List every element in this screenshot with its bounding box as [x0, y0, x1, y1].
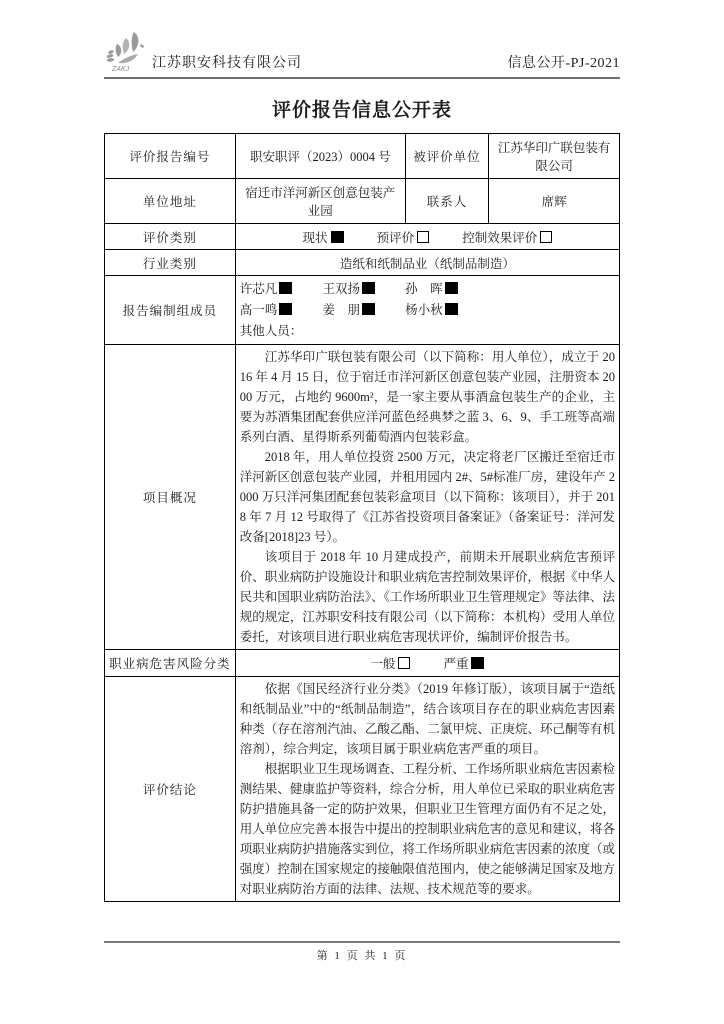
- contact-value: 席辉: [489, 179, 620, 224]
- checkbox-icon: [398, 657, 410, 669]
- table-row-risk: [105, 650, 620, 677]
- checkbox-icon: [540, 231, 552, 243]
- stamp-redacted-icon: [279, 303, 292, 315]
- table-row-address: [105, 179, 620, 224]
- table-row-overview: [105, 345, 620, 650]
- report-no-label: 评价报告编号: [105, 134, 236, 179]
- category-options: [235, 224, 619, 250]
- stamp-redacted-icon: [445, 303, 458, 315]
- contact-label: 联系人: [405, 179, 488, 224]
- checkbox-icon: [471, 657, 484, 669]
- page-footer: [104, 941, 620, 963]
- category-option-current: 现状: [303, 231, 344, 245]
- industry-value: 造纸和纸制品业（纸制品制造）: [235, 250, 619, 276]
- risk-options: [235, 650, 619, 677]
- stamp-redacted-icon: [362, 303, 375, 315]
- stamp-redacted-icon: [445, 282, 458, 294]
- report-no-value: 职安职评（2023）0004 号: [235, 134, 405, 179]
- evaluated-unit-value: 江苏华印广联包装有限公司: [489, 134, 620, 179]
- table-row-report-no: [105, 134, 620, 179]
- company-name: 江苏职安科技有限公司: [152, 56, 302, 71]
- overview-paragraph: 该项目于 2018 年 10 月建成投产，前期未开展职业病危害预评价、职业病防护设施设计和职业病危害控制效果评价，根据《中华人民共和国职业病防治法》、《工作场所职业卫生管理规定》等法律、法规的规定，江苏职安科技有限公司（以下简称：本机构）受用人单位委托，对该项目进行职业病危害现状评价，编制评价报告书。: [239, 550, 615, 644]
- member: 姜 朋: [322, 300, 375, 321]
- conclusion-paragraph: 根据职业卫生现场调查、工程分析、工作场所职业病危害因素检测结果、健康监护等资料，综合分析，用人单位已采取的职业病危害防护措施具备一定的防护效果，但职业卫生管理方面仍有不足之处，用人单位应完善本报告中提出的控制职业病危害的意见和建议，将各项职业病防护措施落实到位，将工作场所职业病危害因素的浓度（或强度）控制在国家规定的接触限值范围内，使之能够满足国家及地方对职业病防治方面的法律、法规、技术规范等的要求。: [239, 762, 615, 896]
- member: 杨小秋: [405, 300, 458, 321]
- members-label: 报告编制组成员: [105, 276, 236, 345]
- member: 王双扬: [322, 279, 375, 300]
- company-logo-icon: [104, 30, 150, 74]
- overview-paragraph: 2018 年，用人单位投资 2500 万元，决定将老厂区搬迁至宿迁市洋河新区创意包装产业园，并租用园内 2#、5#标准厂房，建设年产 2000 万只洋河集团配套包装彩盒项目（以下简称：该项目），并于 2018 年 7 月 12 号取得了《江苏省投资项目备案证》（备案证号：洋河发改备[2018]23 号）。: [239, 450, 615, 544]
- risk-option-severe: 严重: [443, 657, 484, 671]
- conclusion-text: [235, 677, 619, 902]
- members-cell: [235, 276, 619, 345]
- logo-caption-svg-text: ZAKJ: [112, 66, 130, 73]
- members-line-2: [240, 300, 615, 321]
- stamp-redacted-icon: [279, 282, 292, 294]
- table-row-conclusion: [105, 677, 620, 902]
- member: 许芯凡: [240, 279, 293, 300]
- table-row-category: [105, 224, 620, 250]
- overview-text: [235, 345, 619, 650]
- conclusion-paragraph: 依据《国民经济行业分类》（2019 年修订版），该项目属于“造纸和纸制品业”中的“纸制品制造”，结合该项目存在的职业病危害因素种类（存在溶剂汽油、乙酸乙酯、二氯甲烷、正庚烷、环己酮等有机溶剂），综合判定，该项目属于职业病危害严重的项目。: [239, 682, 615, 756]
- checkbox-icon: [331, 231, 344, 243]
- category-option-pre: 预评价: [377, 231, 430, 245]
- checkbox-icon: [417, 231, 429, 243]
- industry-label: 行业类别: [105, 250, 236, 276]
- risk-option-general: 一般: [370, 657, 410, 671]
- page-header: [104, 28, 620, 79]
- evaluated-unit-label: 被评价单位: [405, 134, 488, 179]
- conclusion-label: 评价结论: [105, 677, 236, 902]
- overview-label: 项目概况: [105, 345, 236, 650]
- header-left: [104, 30, 302, 74]
- table-row-industry: [105, 250, 620, 276]
- category-label: 评价类别: [105, 224, 236, 250]
- member: 孙 晖: [405, 279, 458, 300]
- stamp-redacted-icon: [362, 282, 375, 294]
- page-number: 第 1 页 共 1 页: [316, 950, 408, 962]
- address-label: 单位地址: [105, 179, 236, 224]
- member: 高一鸣: [240, 300, 293, 321]
- members-line-1: [240, 279, 615, 300]
- page-title: 评价报告信息公开表: [271, 100, 452, 121]
- table-row-members: [105, 276, 620, 345]
- info-table: [104, 133, 620, 902]
- risk-label: 职业病危害风险分类: [105, 650, 236, 677]
- category-option-control: 控制效果评价: [462, 231, 552, 245]
- doc-code: 信息公开-PJ-2021: [507, 56, 620, 71]
- overview-paragraph: 江苏华印广联包装有限公司（以下简称：用人单位），成立于 2016 年 4 月 15 日，位于宿迁市洋河新区创意包装产业园，注册资本 2000 万元，占地约 9600m²，是一家主要从事酒盒包装生产的企业，主要为苏酒集团配套供应洋河蓝色经典梦之蓝 3、6、9、手工班等高端系列白酒、星得斯系列葡萄酒内包装彩盒。: [239, 350, 615, 444]
- members-other: 其他人员：: [239, 323, 303, 338]
- address-value: 宿迁市洋河新区创意包装产业园: [235, 179, 405, 224]
